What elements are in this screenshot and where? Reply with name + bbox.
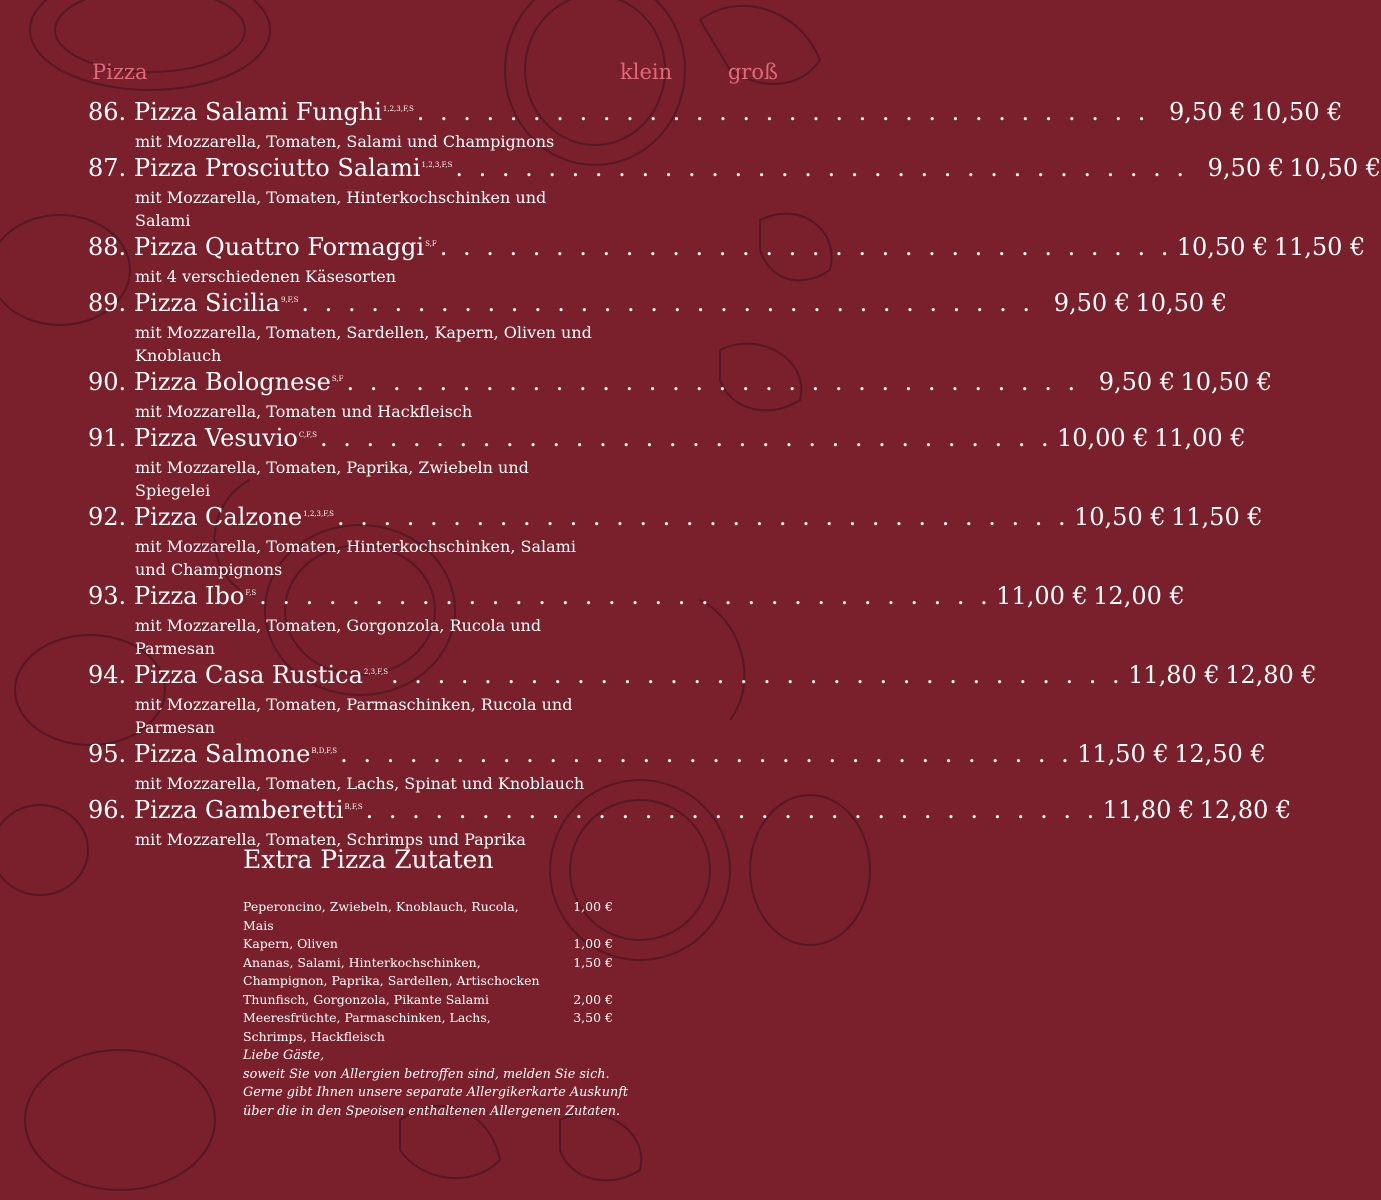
allergen-codes: 2,3,F,S [363, 668, 389, 676]
item-description: mit Mozzarella, Tomaten, Lachs, Spinat und Knoblauch [135, 774, 585, 793]
leader-dots: . . . . . . . . . . . . . . . . . . . . . . . . . . . . . . . . [301, 289, 1035, 317]
allergen-codes: S,F [331, 375, 344, 383]
leader-dots: . . . . . . . . . . . . . . . . . . . . . . . . . . . . . . . . [259, 582, 992, 610]
price-large: 11,00 € [1153, 424, 1246, 452]
price-large: 11,50 € [1273, 233, 1366, 261]
item-name: Pizza Salmone$^{B,D,F,S}$ [134, 740, 338, 768]
item-name: Pizza Quattro Formaggi$^{S,F}$ [134, 233, 437, 261]
menu-header [92, 60, 778, 90]
item-number: 88. [88, 233, 127, 261]
menu-item [88, 424, 1246, 502]
leader-dots: . . . . . . . . . . . . . . . . . . . . . . . . . . . . . . . . [319, 424, 1053, 452]
category-title: Pizza [92, 60, 148, 84]
price-large: 12,50 € [1174, 740, 1266, 768]
menu-item [88, 154, 1381, 232]
menu-item [88, 740, 1266, 795]
item-description: mit 4 verschiedenen Käsesorten [135, 267, 397, 286]
price-large: 10,50 € [1180, 368, 1273, 396]
menu-item [88, 98, 1343, 153]
item-name: Pizza Salami Funghi$^{1,2,3,F,S}$ [134, 98, 414, 126]
size-small-label: klein [620, 60, 673, 84]
item-number: 92. [88, 503, 127, 531]
price-large: 12,00 € [1093, 582, 1185, 610]
leader-dots: . . . . . . . . . . . . . . . . . . . . . . . . . . . . . . . . [455, 154, 1188, 182]
item-number: 95. [88, 740, 127, 768]
item-number: 86. [88, 98, 127, 126]
item-number: 96. [88, 796, 127, 824]
item-description: mit Mozzarella, Tomaten, Gorgonzola, Rucola und Parmesan [135, 616, 542, 658]
price-small: 11,80 € [1102, 796, 1195, 824]
extras-row: Thunfisch, Gorgonzola, Pikante Salami 2,00 € [243, 991, 613, 1007]
menu-item [88, 233, 1366, 288]
price-small: 11,00 € [996, 582, 1088, 610]
item-name: Pizza Gamberetti$^{B,F,S}$ [134, 796, 363, 824]
item-number: 87. [88, 154, 127, 182]
price-small: 9,50 € [1207, 154, 1284, 182]
price-small: 11,50 € [1077, 740, 1169, 768]
menu-item [88, 289, 1228, 367]
price-small: 9,50 € [1169, 98, 1246, 126]
item-description: mit Mozzarella, Tomaten und Hackfleisch [135, 402, 473, 421]
item-description: mit Mozzarella, Tomaten, Hinterkochschinken und Salami [135, 188, 547, 230]
item-description: mit Mozzarella, Tomaten, Salami und Champignons [135, 132, 555, 151]
item-description: mit Mozzarella, Tomaten, Parmaschinken, Rucola und Parmesan [135, 695, 573, 737]
leader-dots: . . . . . . . . . . . . . . . . . . . . . . . . . . . . . . . . [346, 368, 1080, 396]
extras-row: Ananas, Salami, Hinterkochschinken, 1,50 € [243, 954, 613, 970]
allergen-codes: B,F,S [344, 803, 363, 811]
price-large: 10,50 € [1289, 154, 1381, 182]
note-line: soweit Sie von Allergien betroffen sind, melden Sie sich. [243, 1066, 610, 1082]
leader-dots: . . . . . . . . . . . . . . . . . . . . . . . . . . . . . . . . [439, 233, 1173, 261]
item-name: Pizza Bolognese$^{S,F}$ [134, 368, 344, 396]
allergen-codes: F,S [245, 589, 257, 597]
menu-item [88, 368, 1273, 423]
item-name: Pizza Vesuvio$^{C,F,S}$ [134, 424, 317, 452]
item-name: Pizza Casa Rustica$^{2,3,F,S}$ [134, 661, 389, 689]
price-large: 12,80 € [1199, 796, 1292, 824]
extras-row: Champignon, Paprika, Sardellen, Artischocken [243, 973, 540, 988]
allergy-note [243, 1047, 628, 1121]
item-name: Pizza Sicilia$^{9,F,S}$ [134, 289, 299, 317]
item-number: 89. [88, 289, 127, 317]
item-number: 90. [88, 368, 127, 396]
price-small: 9,50 € [1053, 289, 1131, 317]
price-small: 10,50 € [1176, 233, 1269, 261]
size-large-label: groß [727, 60, 778, 84]
price-large: 12,80 € [1225, 661, 1317, 689]
price-small: 10,00 € [1056, 424, 1149, 452]
price-large: 10,50 € [1250, 98, 1343, 126]
menu-item [88, 796, 1292, 851]
item-description: mit Mozzarella, Tomaten, Hinterkochschinken, Salami und Champignons [135, 537, 576, 579]
item-description: mit Mozzarella, Tomaten, Sardellen, Kapern, Oliven und Knoblauch [135, 323, 592, 365]
item-number: 91. [88, 424, 127, 452]
extras-row: Meeresfrüchte, Parmaschinken, Lachs, 3,50 € [243, 1010, 613, 1025]
allergen-codes: 9,F,S [280, 296, 299, 304]
item-name: Pizza Prosciutto Salami$^{1,2,3,F,S}$ [134, 154, 453, 182]
item-description: mit Mozzarella, Tomaten, Schrimps und Paprika [135, 830, 526, 849]
pizza-list [88, 98, 1381, 852]
menu-item [88, 503, 1263, 581]
allergen-codes: 1,2,3,F,S [382, 105, 414, 113]
allergen-codes: C,F,S [298, 431, 317, 439]
extras-list [243, 898, 613, 1046]
allergen-codes: B,D,F,S [311, 747, 338, 755]
item-description: mit Mozzarella, Tomaten, Paprika, Zwiebeln und Spiegelei [135, 458, 529, 500]
menu-item [88, 582, 1185, 660]
allergen-codes: 1,2,3,F,S [303, 510, 334, 518]
extras-title: Extra Pizza Zutaten [243, 845, 494, 874]
allergen-codes: 1,2,3,F,S [421, 161, 453, 169]
item-name: Pizza Calzone$^{1,2,3,F,S}$ [134, 503, 334, 531]
price-large: 10,50 € [1135, 289, 1228, 317]
leader-dots: . . . . . . . . . . . . . . . . . . . . . . . . . . . . . . . . [391, 661, 1124, 689]
extras-row: Peperoncino, Zwiebeln, Knoblauch, Rucola, Mais 1,00 € [243, 899, 613, 933]
extras-row: Kapern, Oliven 1,00 € [243, 936, 613, 951]
extras-row: Schrimps, Hackfleisch [243, 1028, 385, 1044]
leader-dots: . . . . . . . . . . . . . . . . . . . . . . . . . . . . . . . . [365, 796, 1099, 824]
price-large: 11,50 € [1171, 503, 1263, 531]
allergen-codes: S,F [425, 240, 437, 248]
note-line: über die in den Speoisen enthaltenen Allergenen Zutaten. [243, 1103, 621, 1119]
price-small: 9,50 € [1098, 368, 1176, 396]
note-line: Liebe Gäste, [243, 1048, 325, 1063]
item-number: 94. [88, 661, 127, 689]
leader-dots: . . . . . . . . . . . . . . . . . . . . . . . . . . . . . . . . [336, 503, 1070, 531]
leader-dots: . . . . . . . . . . . . . . . . . . . . . . . . . . . . . . . . [416, 98, 1150, 126]
item-name: Pizza Ibo$^{F,S}$ [134, 582, 257, 610]
note-line: Gerne gibt Ihnen unsere separate Allergikerkarte Auskunft [243, 1085, 629, 1100]
price-small: 11,80 € [1128, 661, 1220, 689]
item-number: 93. [88, 582, 127, 610]
price-small: 10,50 € [1074, 503, 1166, 531]
menu-item [88, 661, 1317, 739]
leader-dots: . . . . . . . . . . . . . . . . . . . . . . . . . . . . . . . . [340, 740, 1073, 768]
